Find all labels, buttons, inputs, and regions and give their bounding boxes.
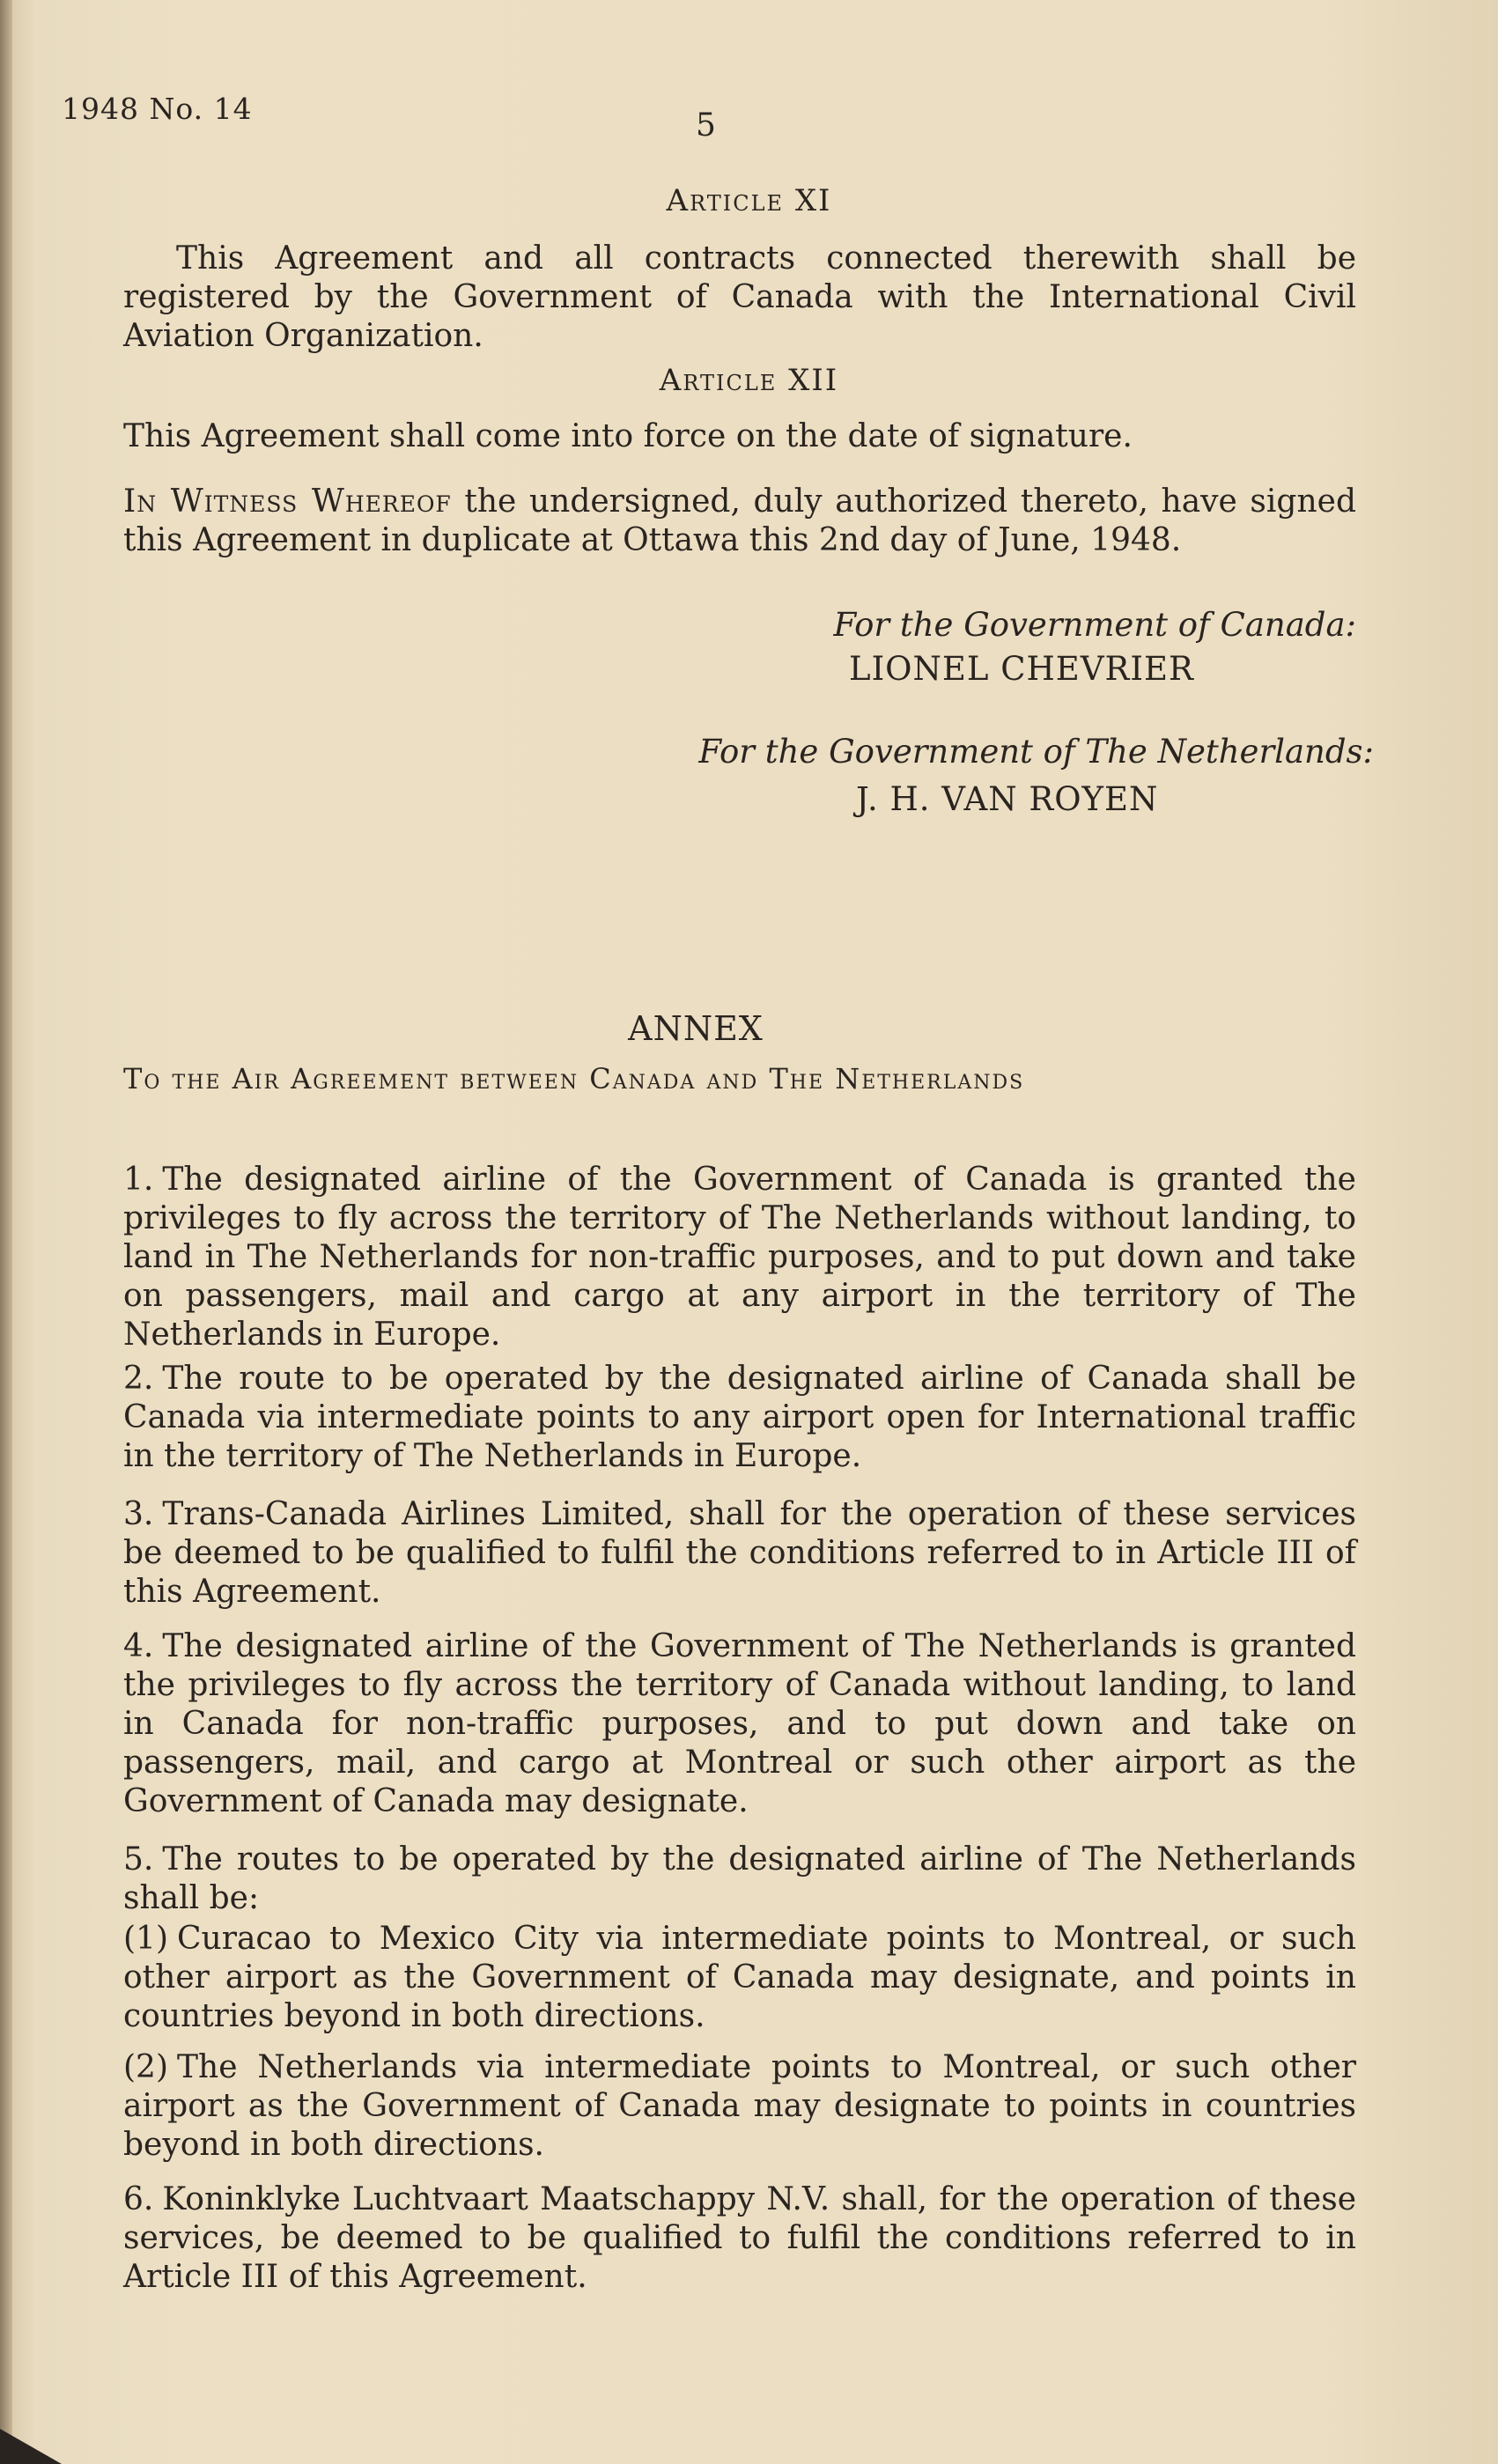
paragraph-number: 4. <box>123 1628 154 1664</box>
paragraph-number: (2) <box>123 2049 168 2085</box>
annex-paragraph-6 <box>123 2180 1356 2297</box>
document-number: 1948 No. 14 <box>62 92 253 126</box>
paragraph-number: 6. <box>123 2181 154 2217</box>
paragraph-text: The designated airline of the Government of Canada is granted the privileges to fly across the territory of The Netherlands without landing, to land in The Netherlands for non-traffic purposes, and to put down and take on passengers, mail and cargo at any airport in the territory of The Netherlands in Europe. <box>123 1162 1356 1353</box>
paragraph-text: Koninklyke Luchtvaart Maatschappy N.V. shall, for the operation of these services, be deemed to be qualified to fulfil the conditions referred to in Article III of this Agreement. <box>123 2181 1356 2295</box>
paragraph-number: 1. <box>123 1162 154 1198</box>
witness-lead: In Witness Whereof <box>123 483 452 520</box>
netherlands-signature-label: For the Government of The Netherlands: <box>698 733 1374 771</box>
annex-route-2 <box>123 2048 1356 2165</box>
annex-paragraph-2 <box>123 1360 1356 1476</box>
paragraph-number: 5. <box>123 1841 154 1878</box>
article-xii-body: This Agreement shall come into force on the date of signature. <box>123 418 1133 454</box>
page-corner-shadow <box>0 2429 62 2464</box>
annex-route-1 <box>123 1920 1356 2036</box>
paragraph-number: 2. <box>123 1361 154 1397</box>
paragraph-text: The routes to be operated by the designated airline of The Netherlands shall be: <box>123 1841 1356 1916</box>
paragraph-text: The route to be operated by the designated airline of Canada shall be Canada via intermediate points to any airport open for International traffic in the territory of The Netherlands in Europe. <box>123 1361 1356 1474</box>
paragraph-text: Trans-Canada Airlines Limited, shall for the operation of these services be deemed to be qualified to fulfil the conditions referred to in Article III of this Agreement. <box>123 1496 1356 1610</box>
annex-paragraph-5 <box>123 1841 1356 1918</box>
article-xi-heading: Article XI <box>666 183 832 218</box>
witness-clause <box>123 483 1356 560</box>
paragraph-number: 3. <box>123 1496 154 1532</box>
article-xii-text <box>123 417 1356 456</box>
annex-subtitle: To the Air Agreement between Canada and The Netherlands <box>123 1062 1025 1096</box>
paragraph-text: The designated airline of the Government of The Netherlands is granted the privileges to fly across the territory of Canada without landing, to land in Canada for non-traffic purposes, and to put down and take on passengers, mail, and cargo at Montreal or such other airport as the Government of Canada may designate. <box>123 1628 1356 1819</box>
paragraph-text: Curacao to Mexico City via intermediate points to Montreal, or such other airport as the Government of Canada may designate, and points in countries beyond in both directions. <box>123 1921 1356 2034</box>
canada-signature-label: For the Government of Canada: <box>833 606 1356 644</box>
article-xii-heading: Article XII <box>659 363 839 398</box>
annex-title: ANNEX <box>628 1009 764 1048</box>
article-xi-text <box>123 240 1356 356</box>
paragraph-number: (1) <box>123 1921 168 1957</box>
annex-paragraph-1 <box>123 1161 1356 1354</box>
witness-body: the undersigned, duly authorized thereto, have signed this Agreement in duplicate at Ottawa this 2nd day of June, 1948. <box>123 483 1356 558</box>
netherlands-signatory-name: J. H. VAN ROYEN <box>856 780 1159 818</box>
annex-paragraph-4 <box>123 1627 1356 1821</box>
canada-signatory-name: LIONEL CHEVRIER <box>849 650 1194 688</box>
page-number: 5 <box>696 107 716 144</box>
article-xi-body: This Agreement and all contracts connected therewith shall be registered by the Government of Canada with the International Civil Aviation Organization. <box>123 240 1356 354</box>
paragraph-text: The Netherlands via intermediate points to Montreal, or such other airport as the Government of Canada may designate to points in countries beyond in both directions. <box>123 2049 1356 2163</box>
annex-paragraph-3 <box>123 1495 1356 1612</box>
